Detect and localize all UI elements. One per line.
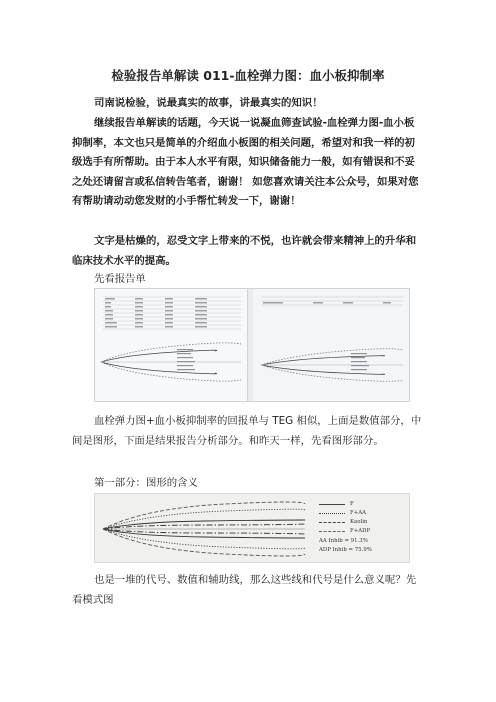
tracing-legend xyxy=(319,500,372,556)
legend-label: Kaolin xyxy=(350,519,368,526)
legend-item-f xyxy=(319,500,372,509)
page-title: 检验报告单解读 011-血栓弹力图：血小板抑制率 xyxy=(111,68,385,83)
legend-item-kaolin xyxy=(319,518,372,527)
legend-item-f-aa xyxy=(319,509,372,518)
report-sheet-right xyxy=(253,289,410,401)
legend-line-dotted xyxy=(319,513,345,514)
intro-paragraph-1: 司南说检验，说最真实的故事，讲最真实的知识！ xyxy=(94,97,323,109)
legend-line-solid xyxy=(319,504,345,505)
report-sheet-left xyxy=(95,289,248,401)
legend-item-f-adp xyxy=(319,527,372,536)
legend-label: F+AA xyxy=(350,510,367,517)
report-description: 血栓弹力图+血小板抑制率的回报单与 TEG 相似，上面是数值部分，中间是图形，下面是结果报告分析部分。和昨天一样，先看图形部分。 xyxy=(72,415,422,447)
legend-line-dashed xyxy=(319,522,345,523)
part1-description: 也是一堆的代号、数值和辅助线，那么这些线和代号是什么意义呢？先看模式图 xyxy=(72,574,417,606)
intro-paragraph-2: 继续报告单解读的话题，今天说一说凝血筛查试验-血栓弹力图-血小板抑制率，本文也只是简单的介绍血小板图的相关问题，希望对和我一样的初级选手有所帮助。由于本人水平有限，知识储备能力一般，如有错误和不妥之处还请留言或私信转告笔者，谢谢！ 如您喜欢请关注本公众号，如果对您有帮助请动动您发财的小手帮忙转发一下，谢谢！ xyxy=(72,117,419,207)
part1-heading: 第一部分：图形的含义 xyxy=(94,477,198,489)
report-table-left xyxy=(95,289,247,401)
legend-label: F+ADP xyxy=(350,528,371,535)
intro-paragraph-3: 文字是枯燥的，忍受文字上带来的不悦，也许就会带来精神上的升华和临床技术水平的提高。 xyxy=(72,235,417,267)
adp-inhibition-value: ADP Inhib = 75.9% xyxy=(319,547,372,554)
legend-label: F xyxy=(350,501,354,507)
report-heading: 先看报告单 xyxy=(94,273,146,285)
report-table-right xyxy=(253,289,409,401)
aa-inhibition-value: AA Inhib = 91.3% xyxy=(319,538,368,545)
legend-line-dashdot xyxy=(319,531,345,532)
report-sheet-photo xyxy=(94,288,410,402)
tracing-model-figure xyxy=(94,493,410,563)
